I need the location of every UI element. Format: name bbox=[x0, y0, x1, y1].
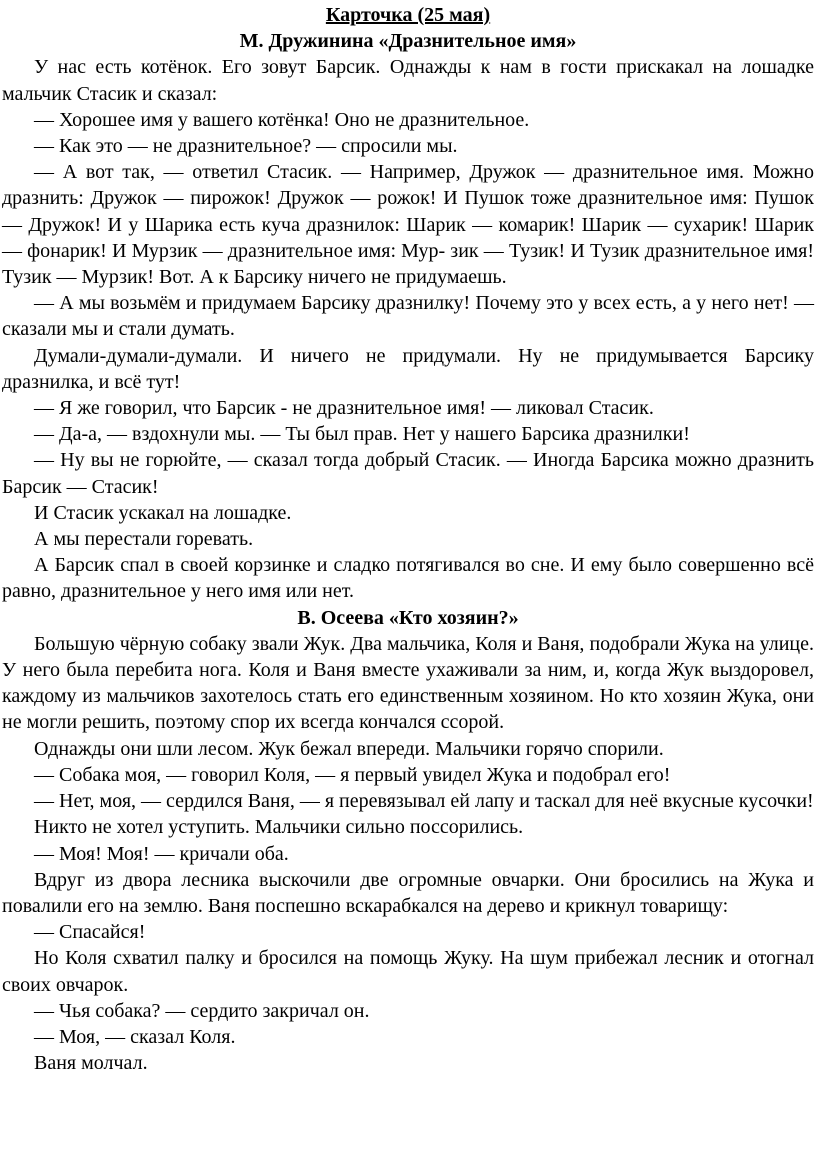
paragraph: — Хорошее имя у вашего котёнка! Оно не дразнительное. bbox=[34, 108, 530, 131]
paragraph: А мы перестали горевать. bbox=[34, 528, 254, 551]
paragraph: У нас есть котёнок. Его зовут Барсик. Однажды к нам в гости прискакал на лошадке мальчик Стасик и сказал: bbox=[2, 56, 814, 105]
paragraph: — А вот так, — ответил Стасик. — Например, Дружок — дразнительное имя. Можно дразнить: Дружок — пирожок! Дружок — рожок! И Пушок тоже дразнительное имя: Пушок — Дружок! И у Шарика есть куча дразнилок: Шарик — комарик! Шарик — сухарик! Шарик — фонарик! И Мурзик — дразнительное имя: Мур- зик — Тузик! И Тузик дразнительное имя! Тузик — Мурзик! Вот. А к Барсику ничего не придумаешь. bbox=[2, 161, 814, 289]
paragraph: — Я же говорил, что Барсик - не дразнительное имя! — ликовал Стасик. bbox=[34, 397, 654, 420]
paragraph: Но Коля схватил палку и бросился на помощь Жуку. На шум прибежал лесник и отогнал своих овчарок. bbox=[2, 947, 814, 996]
paragraph: Никто не хотел уступить. Мальчики сильно поссорились. bbox=[34, 816, 524, 839]
card-title: Карточка (25 мая) bbox=[325, 4, 491, 26]
story-title: М. Дружинина «Дразнительное имя» bbox=[239, 30, 577, 53]
story-title: В. Осеева «Кто хозяин?» bbox=[297, 606, 519, 629]
paragraph: Ваня молчал. bbox=[34, 1052, 148, 1075]
paragraph: Большую чёрную собаку звали Жук. Два мальчика, Коля и Ваня, подобрали Жука на улице. У него была перебита нога. Коля и Ваня вместе ухаживали за ним, и, когда Жук выздоровел, каждому из мальчиков захотелось стать его единственным хозяином. Но кто хозяин Жука, они не могли решить, поэтому спор их всегда кончался ссорой. bbox=[2, 632, 814, 734]
paragraph: — Моя! Моя! — кричали оба. bbox=[34, 842, 289, 865]
paragraph: — Ну вы не горюйте, — сказал тогда добрый Стасик. — Иногда Барсика можно дразнить Барсик — Стасик! bbox=[2, 449, 814, 498]
paragraph: — Моя, — сказал Коля. bbox=[34, 1025, 236, 1048]
paragraph: Думали-думали-думали. И ничего не придумали. Ну не придумывается Барсику дразнилка, и всё тут! bbox=[2, 344, 814, 393]
paragraph: Вдруг из двора лесника выскочили две огромные овчарки. Они бросились на Жука и повалили его на землю. Ваня поспешно вскарабкался на дерево и крикнул товарищу: bbox=[2, 868, 814, 917]
paragraph: А Барсик спал в своей корзинке и сладко потягивался во сне. И ему было совершенно всё равно, дразнительное у него имя или нет. bbox=[2, 554, 814, 603]
paragraph: — Собака моя, — говорил Коля, — я первый увидел Жука и подобрал его! bbox=[34, 763, 671, 786]
paragraph: И Стасик ускакал на лошадке. bbox=[34, 501, 292, 524]
paragraph: Однажды они шли лесом. Жук бежал впереди. Мальчики горячо спорили. bbox=[34, 737, 664, 760]
paragraph: — Нет, моя, — сердился Ваня, — я перевязывал ей лапу и таскал для неё вкусные кусочки! bbox=[34, 790, 814, 813]
paragraph: — Как это — не дразнительное? — спросили мы. bbox=[34, 135, 458, 158]
paragraph: — Спасайся! bbox=[34, 921, 146, 944]
paragraph: — А мы возьмём и придумаем Барсику дразнилку! Почему это у всех есть, а у него нет! — сказали мы и стали думать. bbox=[2, 292, 814, 341]
paragraph: — Да-а, — вздохнули мы. — Ты был прав. Нет у нашего Барсика дразнилки! bbox=[34, 423, 690, 446]
paragraph: — Чья собака? — сердито закричал он. bbox=[34, 999, 370, 1022]
